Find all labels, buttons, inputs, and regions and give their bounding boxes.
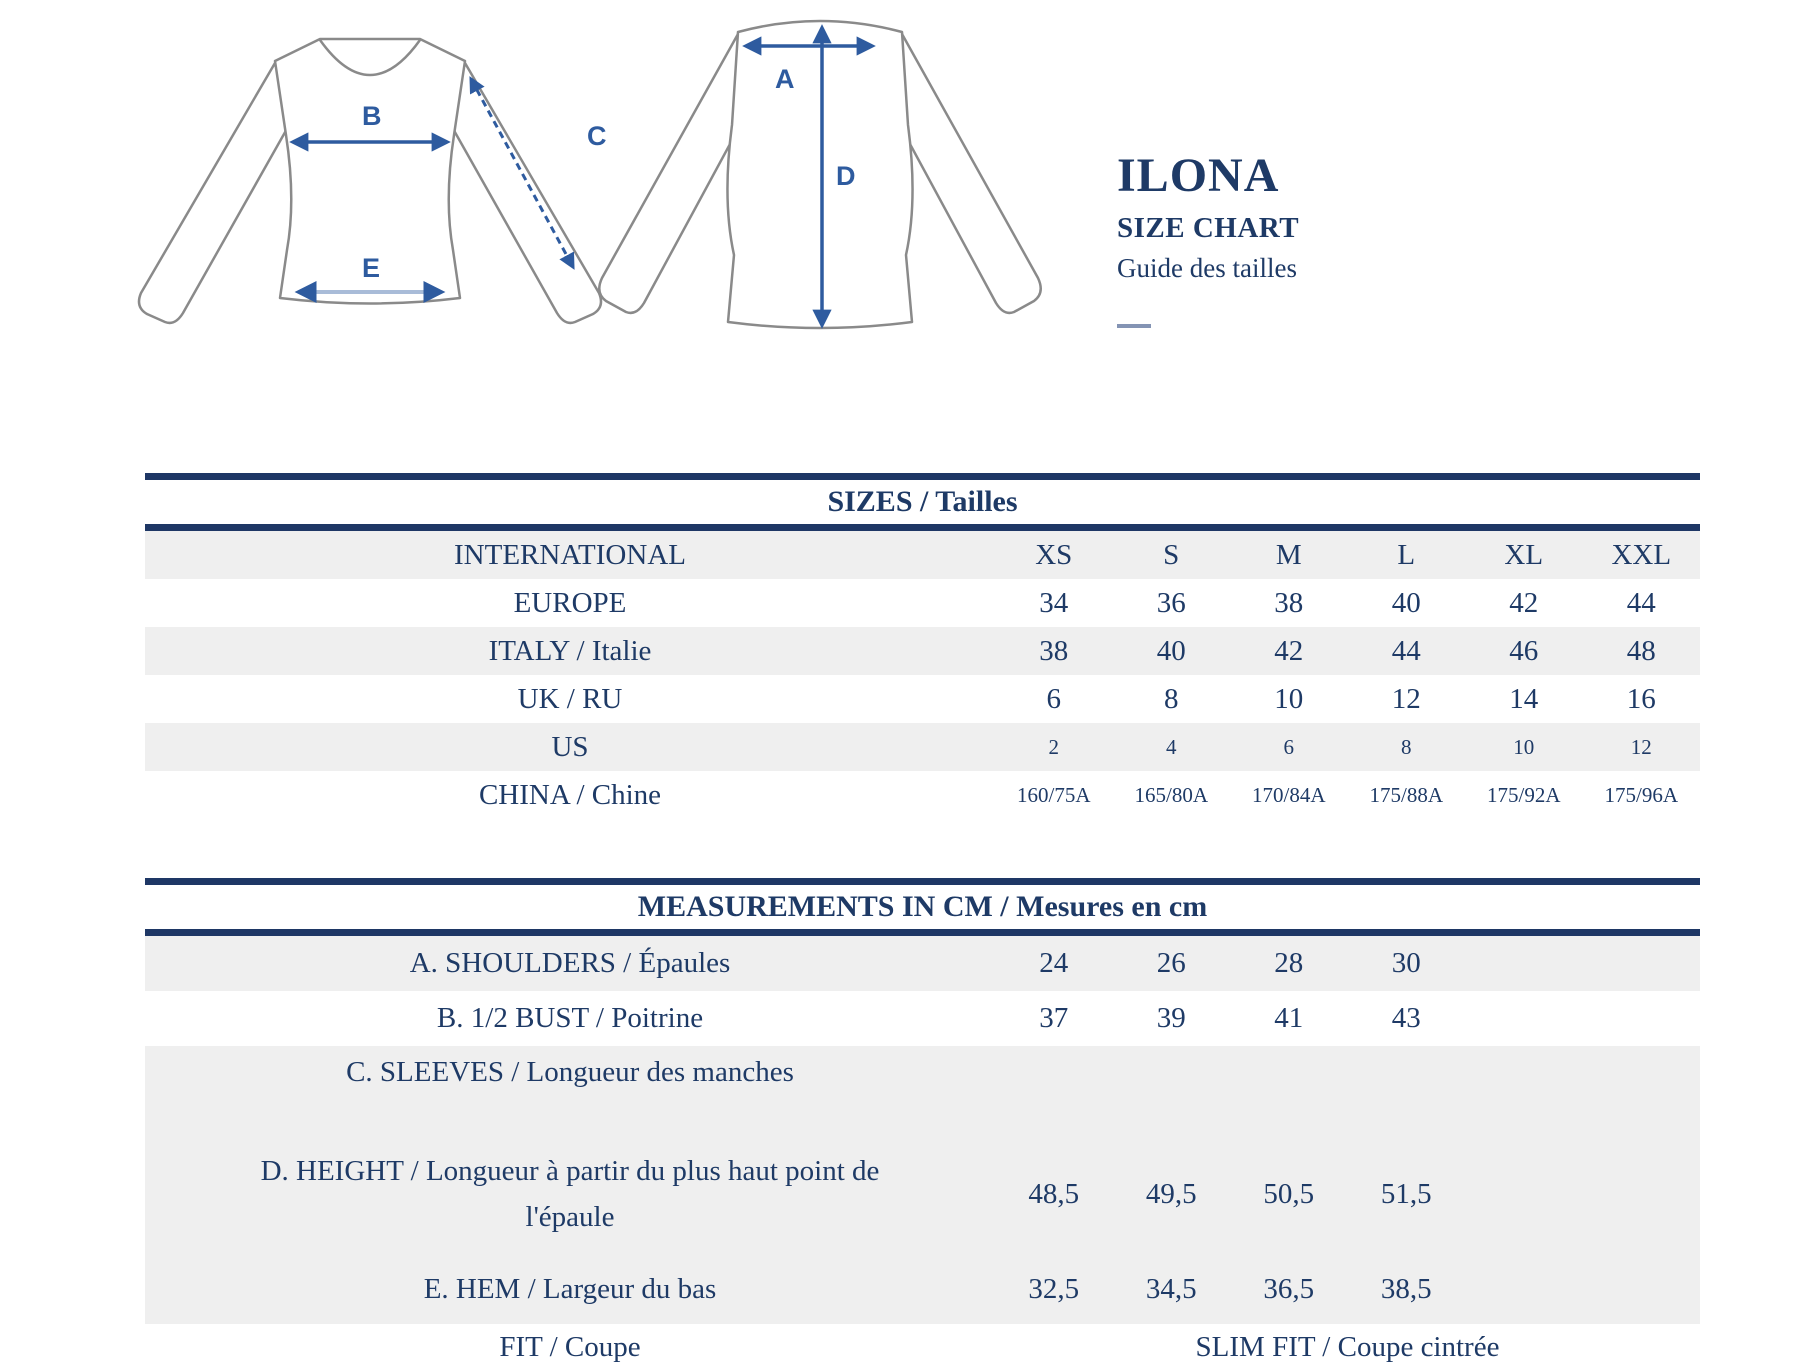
cell-value: L	[1397, 538, 1416, 571]
measurements-table-header: MEASUREMENTS IN CM / Mesures en cm	[637, 890, 1208, 923]
cell-value: 24	[1039, 947, 1069, 979]
sizes-table-rows	[145, 531, 1700, 819]
cell-value: 48,5	[1028, 1177, 1080, 1210]
cell-value: 36,5	[1263, 1272, 1315, 1305]
cell-value: 48	[1626, 634, 1656, 667]
cell-value: 8	[1401, 734, 1412, 759]
table-row	[145, 991, 1700, 1046]
row-label: C. SLEEVES / Longueur des manches	[346, 1056, 794, 1088]
label-E: E	[362, 253, 381, 283]
cell-value: 16	[1626, 682, 1656, 715]
cell-value: S	[1163, 538, 1180, 571]
cell-value: 50,5	[1263, 1177, 1315, 1210]
sizes-table	[145, 473, 1700, 819]
table-row	[145, 579, 1700, 627]
size-chart-subtitle: Guide des tailles	[1117, 253, 1297, 283]
fit-value: SLIM FIT / Coupe cintrée	[1195, 1331, 1500, 1363]
row-label: ITALY / Italie	[488, 634, 652, 667]
label-C: C	[587, 121, 607, 151]
cell-value: 51,5	[1380, 1177, 1432, 1210]
cell-value: 175/88A	[1369, 782, 1443, 807]
label-A: A	[775, 64, 795, 94]
cell-value: 43	[1391, 1002, 1421, 1034]
cell-value: 49,5	[1145, 1177, 1197, 1210]
product-name: ILONA	[1117, 149, 1280, 202]
cell-value: 14	[1509, 682, 1539, 715]
cell-value: 8	[1164, 682, 1179, 715]
cell-value: 6	[1046, 682, 1061, 715]
cell-value: 2	[1048, 734, 1059, 759]
row-label: B. 1/2 BUST / Poitrine	[436, 1002, 704, 1034]
cell-value: 44	[1626, 586, 1656, 619]
front-garment-diagram	[115, 5, 625, 340]
title-dash-divider	[1117, 324, 1151, 328]
cell-value: 165/80A	[1134, 782, 1208, 807]
table-row	[145, 723, 1700, 771]
cell-value: 39	[1156, 1002, 1186, 1034]
table-row	[145, 531, 1700, 579]
table-row	[145, 627, 1700, 675]
cell-value: 34	[1039, 586, 1069, 619]
cell-value: 38	[1274, 586, 1304, 619]
cell-value: 38	[1039, 634, 1069, 667]
cell-value: 34,5	[1145, 1272, 1197, 1305]
cell-value: 175/92A	[1487, 782, 1561, 807]
cell-value: 42	[1274, 634, 1304, 667]
label-D: D	[836, 161, 856, 191]
cell-value: 36	[1156, 586, 1186, 619]
cell-value: 6	[1283, 734, 1294, 759]
cell-value: 30	[1391, 947, 1421, 979]
measurements-table	[145, 878, 1700, 1371]
cell-value: 46	[1509, 634, 1539, 667]
cell-value: 40	[1391, 586, 1421, 619]
cell-value: 170/84A	[1252, 782, 1326, 807]
cell-value: 10	[1513, 734, 1535, 759]
table-row	[145, 1324, 1700, 1371]
row-label: INTERNATIONAL	[454, 538, 686, 571]
cell-value: 12	[1630, 734, 1652, 759]
size-chart-heading: SIZE CHART	[1117, 212, 1300, 244]
row-label: A. SHOULDERS / Épaules	[409, 947, 731, 979]
cell-value: XL	[1504, 538, 1544, 571]
cell-value: 41	[1274, 1002, 1304, 1034]
cell-value: 40	[1156, 634, 1186, 667]
measurements-table-rows	[145, 936, 1700, 1371]
table-row	[145, 936, 1700, 991]
cell-value: 12	[1391, 682, 1421, 715]
table-rule	[145, 473, 1700, 480]
sizes-table-header: SIZES / Tailles	[827, 485, 1018, 518]
cell-value: 26	[1156, 947, 1186, 979]
table-row	[145, 1254, 1700, 1324]
cell-value: 42	[1509, 586, 1539, 619]
table-row	[145, 1134, 1700, 1254]
back-body-outline	[727, 21, 912, 328]
table-rule	[145, 929, 1700, 936]
cell-value: 4	[1166, 734, 1177, 759]
cell-value: 44	[1391, 634, 1421, 667]
front-left-sleeve-outline	[139, 63, 297, 323]
table-row	[145, 675, 1700, 723]
cell-value: 28	[1274, 947, 1304, 979]
cell-value: XS	[1035, 538, 1073, 571]
table-row	[145, 1046, 1700, 1134]
table-row	[145, 771, 1700, 819]
cell-value: 175/96A	[1604, 782, 1678, 807]
row-label: EUROPE	[513, 586, 627, 619]
row-label: CHINA / Chine	[478, 778, 662, 811]
cell-value: 37	[1039, 1002, 1069, 1034]
row-label: D. HEIGHT / Longueur à partir du plus haut point de l'épaule	[260, 1154, 880, 1233]
row-label: FIT / Coupe	[499, 1331, 641, 1363]
cell-value: 32,5	[1028, 1272, 1080, 1305]
title-block	[1117, 148, 1299, 328]
back-garment-diagram	[570, 0, 1070, 350]
table-rule	[145, 524, 1700, 531]
label-B: B	[362, 101, 382, 131]
row-label: E. HEM / Largeur du bas	[423, 1272, 717, 1305]
cell-value: 10	[1274, 682, 1304, 715]
row-label: UK / RU	[517, 682, 623, 715]
cell-value: 38,5	[1380, 1272, 1432, 1305]
cell-value: M	[1275, 538, 1302, 571]
cell-value: XXL	[1611, 538, 1672, 571]
row-label: US	[551, 730, 589, 763]
table-rule	[145, 878, 1700, 885]
cell-value: 160/75A	[1017, 782, 1091, 807]
